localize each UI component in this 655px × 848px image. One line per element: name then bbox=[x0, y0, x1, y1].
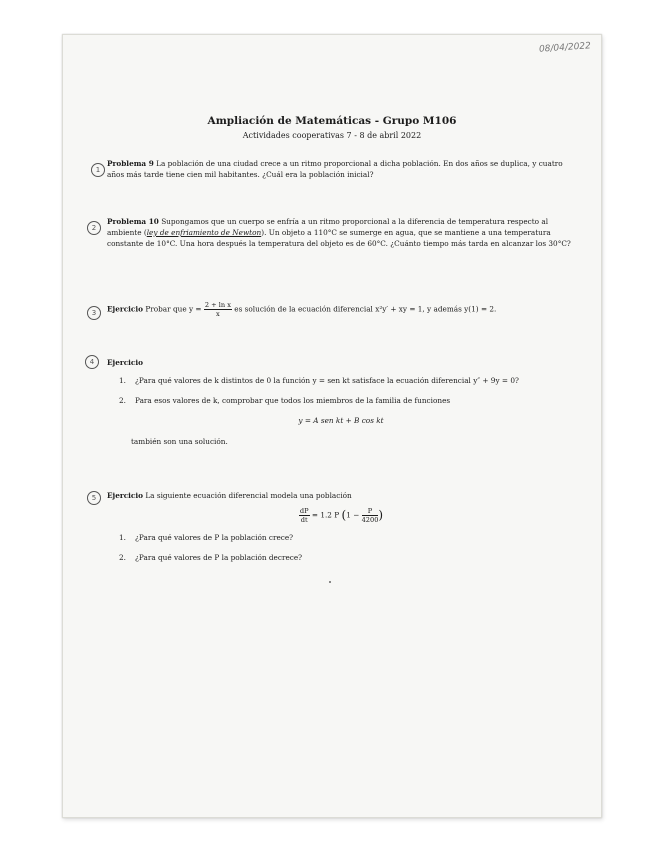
problem-10-label: Problema 10 bbox=[107, 217, 159, 226]
lhs-denominator: dt bbox=[300, 516, 308, 524]
exercise-4-list bbox=[119, 375, 575, 406]
list-item bbox=[119, 532, 575, 543]
exercise-3-fraction bbox=[204, 301, 232, 318]
document-page bbox=[62, 34, 602, 818]
rhs-one-minus: 1 − bbox=[346, 510, 360, 520]
date-stamp: 08/04/2022 bbox=[538, 41, 592, 55]
exercise-3-label: Ejercicio bbox=[107, 304, 143, 314]
exercise-5-text: La siguiente ecuación diferencial modela una población bbox=[145, 491, 352, 500]
rhs-numerator: P bbox=[362, 507, 379, 516]
circled-number-2: 2 bbox=[87, 221, 101, 235]
rhs-fraction bbox=[362, 507, 379, 524]
circled-number-3: 3 bbox=[87, 306, 101, 320]
page-subtitle: Actividades cooperativas 7 - 8 de abril 2022 bbox=[242, 131, 422, 140]
exercise-3-text-b: es solución de la ecuación diferencial x²y′ + xy = 1, y además y(1) = 2. bbox=[234, 304, 497, 314]
circled-number-5: 5 bbox=[87, 491, 101, 505]
rhs-denominator: 4200 bbox=[361, 516, 379, 524]
newton-law-link: ley de enfriamiento de Newton bbox=[146, 228, 262, 237]
lhs-fraction bbox=[299, 507, 310, 524]
family-formula bbox=[107, 415, 575, 426]
circled-number-1: 1 bbox=[91, 163, 105, 177]
rhs-coefficient: = 1.2 P bbox=[311, 510, 340, 520]
logistic-equation: $\frac{dP}{dt}$ = 1.2 P (1 − $\frac{P}{4200}$ ) bbox=[299, 507, 384, 524]
fraction-numerator: 2 + ln x bbox=[204, 301, 231, 309]
family-formula-text: y = A sen kt + B cos kt bbox=[298, 416, 384, 425]
problem-10-text-a: Supongamos que un cuerpo se enfría a un ritmo proporcional a la diferencia de temperatura respecto al ambiente ( bbox=[107, 217, 549, 237]
lhs-numerator: dP bbox=[299, 507, 309, 515]
problem-9-text: La población de una ciudad crece a un ritmo proporcional a dicha población. En dos años se duplica, y cuatro años más tarde tiene cien mil habitantes. ¿Cuál era la población inicial? bbox=[107, 159, 563, 179]
list-item-index: 2. bbox=[119, 553, 126, 562]
list-item bbox=[119, 375, 575, 386]
circled-number-4: 4 bbox=[85, 355, 99, 369]
list-item-index: 1. bbox=[119, 376, 126, 385]
exercise-5-list bbox=[119, 532, 575, 563]
exercise-3-text-a: Probar que y = bbox=[145, 304, 202, 314]
fraction-denominator: x bbox=[216, 310, 220, 318]
list-item-text: ¿Para qué valores de k distintos de 0 la función y = sen kt satisface la ecuación diferencial y″ + 9y = 0? bbox=[135, 376, 519, 385]
problem-10-text-b: ). Un objeto a 110°C se sumerge en agua, que se mantiene a una temperatura constante de 10°C. Una hora después la temperatura del objeto es de 60°C. ¿Cuánto tiempo más tarda en alcanzar los 30°C? bbox=[107, 228, 571, 248]
list-item-index: 2. bbox=[119, 396, 126, 405]
exercise-4 bbox=[107, 357, 575, 447]
exercise-4-label: Ejercicio bbox=[107, 358, 143, 367]
list-item-index: 1. bbox=[119, 533, 126, 542]
list-item-text: ¿Para qué valores de P la población crece? bbox=[135, 533, 294, 542]
page-title: Ampliación de Matemáticas - Grupo M106 bbox=[207, 115, 457, 127]
pen-dot bbox=[329, 581, 331, 583]
problem-10 bbox=[107, 216, 575, 249]
problem-9 bbox=[107, 158, 575, 180]
list-item-text: Para esos valores de k, comprobar que todos los miembros de la familia de funciones bbox=[135, 396, 451, 405]
list-item-text: ¿Para qué valores de P la población decrece? bbox=[135, 553, 303, 562]
list-item bbox=[119, 395, 575, 406]
exercise-4-closing: también son una solución. bbox=[131, 437, 228, 446]
exercise-5-label: Ejercicio bbox=[107, 491, 143, 500]
problem-9-label: Problema 9 bbox=[107, 159, 154, 168]
exercise-5 bbox=[107, 490, 575, 572]
exercise-3 bbox=[107, 301, 575, 318]
list-item bbox=[119, 552, 575, 563]
